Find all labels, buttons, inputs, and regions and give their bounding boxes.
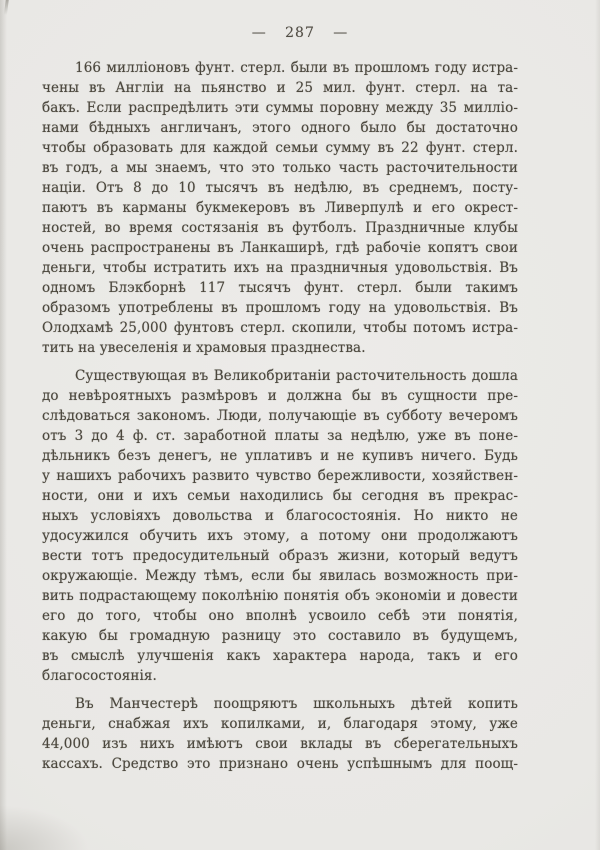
text-line: очень распространены въ Ланкаширѣ, гдѣ рабочіе копятъ свои	[42, 240, 518, 256]
text-line: чтобы образовать для каждой семьи сумму въ 22 фунт. стерл.	[42, 140, 518, 156]
text-line: вить подрастающему поколѣнію понятія объ экономіи и довести	[42, 588, 518, 604]
text-line: ныхъ условіяхъ довольства и благосостоянія. Но никто не	[42, 508, 518, 524]
text-line: Въ Манчестерѣ поощряютъ школьныхъ дѣтей копить	[75, 696, 518, 712]
bottom-left-corner-shade	[0, 805, 90, 850]
paragraph	[42, 694, 518, 774]
text-line: удосужился обучить ихъ этому, а потому они продолжаютъ	[42, 528, 518, 544]
text-line: деньги, снабжая ихъ копилками, и, благодаря этому, уже	[42, 716, 518, 732]
text-line: благосостоянія.	[42, 668, 157, 684]
text-line: въ годъ, а мы знаемъ, что это только часть расточительности	[42, 160, 518, 176]
text-line: кассахъ. Средство это признано очень успѣшнымъ для поощ-	[42, 756, 518, 772]
text-line: окружающіе. Между тѣмъ, если бы явилась возможность при-	[42, 568, 518, 584]
text-line: ности, они и ихъ семьи находились бы сегодня въ прекрас-	[42, 488, 518, 504]
text-line: слѣдоваться закономъ. Люди, получающіе въ субботу вечеромъ	[42, 408, 518, 424]
text-line: паютъ въ карманы букмекеровъ въ Ливерпулѣ и его окрест-	[42, 200, 518, 216]
text-line: деньги, чтобы истратить ихъ на праздничныя удовольствія. Въ	[42, 260, 518, 276]
text-line: чены въ Англіи на пьянство и 25 мил. фунт. стерл. на та-	[42, 80, 518, 96]
paragraph	[42, 58, 518, 358]
text-line: какую бы громадную разницу это составило въ будущемъ,	[42, 628, 518, 644]
text-line: образомъ употреблены въ прошломъ году на удовольствія. Въ	[42, 300, 518, 316]
scan-crease-mark	[4, 0, 9, 15]
text-line: 166 милліоновъ фунт. стерл. были въ прошломъ году истра-	[75, 60, 518, 76]
page-text-block	[42, 58, 518, 774]
text-line: отъ 3 до 4 ф. ст. заработной платы за недѣлю, уже въ поне-	[42, 428, 518, 444]
text-line: его до того, чтобы оно вполнѣ усвоило себѣ эти понятія,	[42, 608, 518, 624]
left-edge-shadow	[0, 0, 7, 850]
text-line: націи. Отъ 8 до 10 тысячъ въ недѣлю, въ среднемъ, посту-	[42, 180, 518, 196]
text-line: Существующая въ Великобританіи расточительность дошла	[75, 368, 518, 384]
text-line: ностей, во время состязанія въ футболъ. Праздничные клубы	[42, 220, 518, 236]
text-line: въ смыслѣ улучшенія какъ характера народа, такъ и его	[42, 648, 518, 664]
text-line: у нашихъ рабочихъ развито чувство бережливости, хозяйствен-	[42, 468, 518, 484]
text-line: тить на увеселенія и храмовыя празднества.	[42, 340, 366, 356]
page-number: — 287 —	[251, 25, 349, 41]
text-line: до невѣроятныхъ размѣровъ и должна бы въ сущности пре-	[42, 388, 518, 404]
paragraph	[42, 366, 518, 686]
text-line: вести тотъ предосудительный образъ жизни, который ведутъ	[42, 548, 518, 564]
text-line: дѣльникъ безъ денегъ, не уплативъ и не купивъ ничего. Будь	[42, 448, 518, 464]
text-line: бакъ. Если распредѣлить эти суммы поровну между 35 милліо-	[42, 100, 518, 116]
right-edge-shadow	[595, 0, 600, 850]
text-line: Олодхамѣ 25,000 фунтовъ стерл. скопили, чтобы потомъ истра-	[42, 320, 518, 336]
text-line: нами бѣдныхъ англичанъ, этого одного было бы достаточно	[42, 120, 518, 136]
text-line: одномъ Блэкборнѣ 117 тысячъ фунт. стерл. были такимъ	[42, 280, 518, 296]
text-line: 44,000 изъ нихъ имѣютъ свои вклады въ сберегательныхъ	[42, 736, 518, 752]
